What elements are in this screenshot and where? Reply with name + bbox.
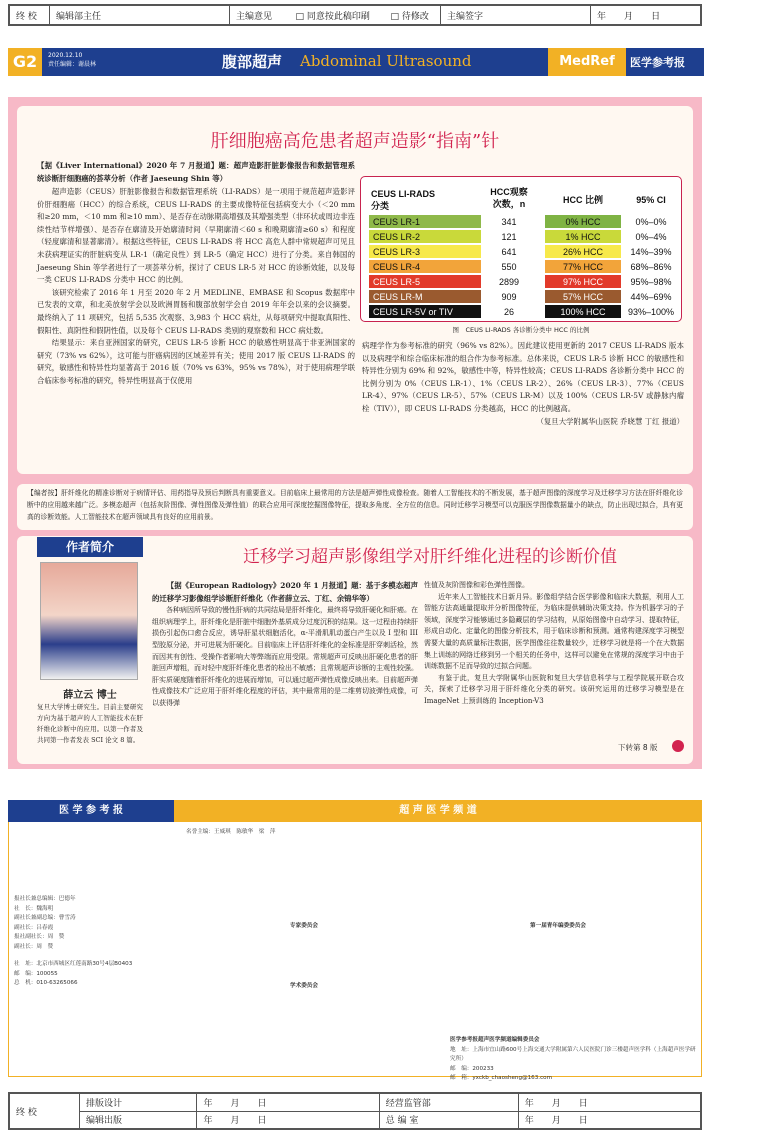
article2-col2 (424, 580, 684, 708)
count-value: 26 (503, 307, 515, 317)
form-date (518, 1111, 700, 1129)
postcode: 邮 编：100055 (14, 970, 58, 977)
hcc-table (360, 176, 682, 322)
staff-line: 副社长：吕春霞 (14, 924, 54, 931)
month: 月 (230, 1116, 240, 1127)
lead: 【据《European Radiology》2020 年 1 月报道】题：基于多模态超声的迁移学习影像组学诊断肝纤维化（作者薛立云、丁红、余锦华等） (152, 581, 418, 603)
expert-committee: 专家委员会 (290, 923, 318, 929)
author-photo (40, 562, 138, 680)
month: 月 (551, 1116, 561, 1127)
year: 年 (524, 1116, 534, 1127)
day: 日 (578, 1116, 588, 1127)
contact-postcode: 邮 编：200233 (450, 1065, 494, 1072)
article1-lead: 【据《Liver International》2020 年 7 月报道】题：超声造影肝脏影像报告和数据管理系统诊断肝细胞癌的荟萃分析（作者 Jaeseung Shin 等） (37, 161, 355, 183)
header-cell: 次数，n (492, 199, 526, 209)
year: 年 (203, 1116, 213, 1127)
form-cell: 排版设计 (80, 1094, 197, 1112)
header-cell: HCC 比例 (563, 195, 603, 205)
credit: （复旦大学附属华山医院 乔晓慧 丁红 报道） (536, 416, 684, 426)
editors-title: 名誉主编：王威琪 陈敏华 梁 萍 (186, 829, 276, 835)
continued-link[interactable]: 下转第 8 版 (618, 743, 658, 752)
article2-title: 迁移学习超声影像组学对肝纤维化进程的诊断价值 (243, 547, 617, 567)
revise-checkbox[interactable]: □ 待修改 (385, 6, 441, 25)
author-bio: 复旦大学博士研究生。目前主要研究方向为基于超声的人工智能技术在肝纤维化诊断中的应用。以第一作者及共同第一作者发表 SCI 论文 8 篇。 (37, 703, 143, 744)
youth-committee: 第一届青年编委委员会 (530, 923, 586, 929)
hcc-table-chart (361, 177, 683, 323)
ci-value: 0%–0% (635, 217, 667, 227)
count-value: 341 (501, 217, 517, 227)
form-cell: 总 编 室 (379, 1111, 518, 1129)
paragraph: 病理学作为参考标准的研究（96% vs 82%）。因此建议使用更新的 2017 CEUS LI-RADS 版本以及病理学和综合临床标准的组合作为参考标准。总体来说，CEUS LR-5 诊断 HCC 的敏感性和特异性分别为 69% 和 92%，敏感性中等，特异性较高；CEUS LI-RADS 各诊断分类中 HCC 的比例分别为 0%（CEUS LR-1）、1%（CEUS LR-2）、26%（CEUS LR-3）、77%（CEUS LR-4）、97%（CEUS LR-5）、57%（CEUS LR-M）以及 100%（CEUS LR-5V 或静脉内瘤栓（TIV）），即 CEUS LI-RADS 分类越高，HCC 的比例越高。 (362, 341, 684, 413)
pct-label: 26% HCC (562, 247, 604, 257)
staff-line: 报社副社长：周 赞 (14, 934, 65, 941)
year: 年 (524, 1098, 534, 1109)
masthead-left-title: 医 学 参 考 报 (8, 800, 174, 822)
section-title-en: Abdominal Ultrasound (300, 52, 472, 70)
paragraph: 超声造影（CEUS）肝脏影像报告和数据管理系统（LI-RADS）是一项用于规范超声造影评价肝细胞癌（HCC）的综合系统，CEUS LI-RADS 的主要成像特征包括病变大小（＜20 mm 和≥20 mm，＜10 mm 和≥10 mm）、是否存在动脉期高增强及其增强类型（非环状或周边非连续性结节样增强）、是否存在廓清及开始廓清时间（早期廓清＜60 s 和晚期廓清≥60 s）和程度（轻度廓清和显著廓清）。根据这些特征，CEUS LI-RADS 将 HCC 高危人群中常规超声可见且未获病理证实的肝脏病变从 LR-1（确定良性）到 LR-5（确定 HCC）进行了分类。来自韩国的 Jaeseung Shin 等学者进行了一项荟萃分析，探讨了 CEUS LR-5 对 HCC 的诊断效能，以及每一类 CEUS LI-RADS 分类中 HCC 的比例。 (37, 187, 355, 285)
masthead-staff (14, 895, 170, 953)
form-date (197, 1111, 379, 1129)
article1-title: 肝细胞癌高危患者超声造影“指南”针 (210, 131, 500, 152)
month: 月 (230, 1098, 240, 1109)
form-cell: 主编签字 (441, 6, 591, 25)
form-cell: 主编意见 (230, 6, 290, 25)
approve-checkbox[interactable]: □ 同意按此稿印刷 (290, 6, 385, 25)
form-cell: 编辑出版 (80, 1111, 197, 1129)
count-value: 641 (501, 247, 517, 257)
section-title: 腹部超声 (222, 53, 283, 71)
contact-title: 医学参考报超声医学频道编辑委员会 (450, 1037, 540, 1043)
pct-label: 0% HCC (565, 217, 601, 227)
paragraph: 该研究检索了 2016 年 1 月至 2020 年 2 月 MEDLINE、EMBASE 和 Scopus 数据库中已发表的文章，和北美放射学会以及欧洲胃肠和腹部放射学会自 2019 年年会以来的会议摘要。最终纳入了 11 项研究，包括 5,535 次观察、3,983 个 HCC 病灶，从每项研究中提取真阳性、假阳性、真阴性和假阴性值，以及每个 CEUS LI-RADS 类别的观察数和 HCC 病灶数。 (37, 287, 355, 335)
category-label: CEUS LR-3 (373, 247, 421, 257)
article2-col1 (152, 580, 418, 710)
header-cell: HCC观察 (490, 187, 528, 197)
paragraph: 有鉴于此，复旦大学附属华山医院和复旦大学信息科学与工程学院展开联合攻关，探索了迁移学习用于肝纤维化分类的研究。该研究运用的迁移学习模型是在 ImageNet 上预训练的 Inception-V3 (424, 673, 684, 705)
paragraph: 近年来人工智能技术日新月异。影像组学结合医学影像和临床大数据，利用人工智能方法高通量提取并分析图像特征，为临床提供辅助决策支持。作为机器学习的子领域，深度学习能够通过多隐藏层的学习结构，从原始图像中自动学习、提取特征，形成自动化、定量化的图像分析技术，用于临床诊断和预测。通常构建深度学习模型需要大量的高质量标注数据，医学图像往往数量较少，迁移学习就是将一个在大数据集上训练的网络迁移到另一个相关的任务中，这样可以避免在常规的深度学习中由于训练数据不足而导致的过拟合问题。 (424, 592, 684, 671)
ci-value: 93%–100% (627, 307, 675, 317)
month: 月 (551, 1098, 561, 1109)
form-cell: 经营监管部 (379, 1094, 518, 1112)
category-label: CEUS LR-5 (373, 277, 421, 287)
year: 年 (203, 1098, 213, 1109)
article1-body-cont (362, 340, 684, 428)
form-date (591, 6, 701, 25)
ci-value: 95%–98% (630, 277, 672, 287)
ci-value: 0%–4% (635, 232, 667, 242)
pct-label: 97% HCC (562, 277, 604, 287)
count-value: 909 (501, 292, 517, 302)
page-number: G2 (8, 48, 42, 76)
brand-name: 医学参考报 (630, 56, 685, 69)
masthead-address (14, 960, 170, 989)
contact-email: 邮 箱：yxckb_chaosheng@163.com (450, 1075, 553, 1082)
count-value: 2899 (498, 277, 520, 287)
form-cell: 终 校 (10, 1094, 80, 1129)
header-date (48, 51, 96, 69)
pct-label: 1% HCC (565, 232, 601, 242)
academic-committee: 学术委员会 (290, 983, 318, 989)
phone: 总 机：010-63265066 (14, 980, 78, 987)
address: 社 址：北京市西城区红莲南路30号4层B0403 (14, 961, 133, 967)
month: 月 (624, 11, 634, 22)
pct-label: 57% HCC (562, 292, 604, 302)
count-value: 121 (501, 232, 517, 242)
day: 日 (578, 1098, 588, 1109)
staff-line: 社 长：魏海明 (14, 905, 54, 912)
form-date (197, 1094, 379, 1112)
category-label: CEUS LR-4 (373, 262, 421, 272)
category-label: CEUS LR-1 (373, 217, 421, 227)
category-label: CEUS LR-2 (373, 232, 421, 242)
ci-value: 44%–69% (630, 292, 672, 302)
pct-label: 100% HCC (560, 307, 606, 317)
contact-block (450, 1036, 696, 1084)
pct-label: 77% HCC (562, 262, 604, 272)
paragraph: 结果显示：来自亚洲国家的研究，CEUS LR-5 诊断 HCC 的敏感性明显高于非亚洲国家的研究（73% vs 62%），这可能与肝癌病因的区域差异有关；使用 2017 版 CEUS LI-RADS 的研究，敏感性和特异性均显著高于 2016 版（70% vs 63%，95% vs 78%），对于使用病理学联合临床参考标准的研究，特异性明显高于仅使用 (37, 338, 355, 385)
bottom-signoff-form (8, 1092, 702, 1130)
staff-line: 副社长：周 赞 (14, 943, 54, 950)
staff-line: 副社长兼副总编：曹雪涛 (14, 915, 76, 922)
category-label: CEUS LR-M (373, 292, 423, 302)
day: 日 (651, 11, 661, 22)
paragraph: 性值及灰阶图像和彩色弹性图像。 (424, 581, 529, 589)
form-cell: 编辑部主任 (50, 6, 230, 25)
top-signoff-form (8, 4, 702, 26)
editors: 责任编辑：谢晨林 (48, 61, 97, 68)
brand-logo: MedRef (548, 48, 626, 76)
year: 年 (597, 11, 607, 22)
header-cell: CEUS LI-RADS (371, 189, 436, 199)
paragraph: 各种病因所导致的慢性肝病的共同结局是肝纤维化，最终将导致肝硬化和肝癌。在组织病理学上，肝纤维化是肝脏中细胞外基质成分过度沉积的结果。这一过程由持续肝损伤引起伤口愈合反应，诱导肝星状细胞活化，α-平滑肌肌动蛋白产生以及 I 型和 III 型胶原分泌，并可进展为肝硬化。目前临床上评估肝纤维化的金标准是肝穿刺活检，然而因其有创性、受操作者影响大等弊端而应用受限。常规超声可反映出肝硬化患者的肝脏回声增粗，而对轻中度肝纤维化患者的检出不敏感；且常规超声诊断的主观性较强。肝实质硬度随着肝纤维化的进展而增加，可以通过超声弹性成像反映出来。目前超声弹性成像技术广泛应用于肝纤维化程度的评估，其中最常用的是二维剪切波弹性成像，可以获得弹 (152, 606, 418, 707)
article1-body (37, 186, 355, 388)
header-cell: 分类 (371, 201, 390, 211)
form-date (518, 1094, 700, 1112)
day: 日 (257, 1098, 267, 1109)
staff-line: 报社长兼总编辑：巴德年 (14, 896, 76, 902)
arrow-right-icon (672, 740, 684, 752)
form-cell: 终 校 (10, 6, 50, 25)
table-caption: 图 CEUS LI-RADS 各诊断分类中 HCC 的比例 (452, 326, 590, 334)
header-cell: 95% CI (636, 195, 666, 205)
date: 2020.12.10 (48, 52, 83, 59)
count-value: 550 (501, 262, 517, 272)
editor-note: 【编者按】肝纤维化的精准诊断对于病情评估、用药指导及预后判断具有重要意义。目前临床上最常用的方法是超声弹性成像检查。随着人工智能技术的不断发展，基于超声图像的深度学习及迁移学习方法在肝纤维化诊断中的应用越来越广泛。多模态超声（包括灰阶图像、弹性图像及弹性值）的联合应用可深度挖掘图像特征，提取多角度、全方位的信息。同时迁移学习模型可以克服医学图像数据量小的缺点，防止出现过拟合，具有更高的诊断效能。人工智能技术在超声领域具有良好的应用前景。 (27, 489, 683, 521)
masthead-right-title: 超 声 医 学 频 道 (174, 800, 702, 822)
category-label: CEUS LR-5V or TIV (373, 307, 453, 317)
ci-value: 14%–39% (630, 247, 672, 257)
ci-value: 68%–86% (630, 262, 672, 272)
day: 日 (257, 1116, 267, 1127)
author-name: 薛立云 博士 (63, 690, 117, 701)
contact-address: 地 址：上海市宜山路600号上海交通大学附属第六人民医院门诊三楼超声医学科（上海超声医学研究所） (450, 1046, 696, 1063)
author-label: 作者简介 (37, 537, 143, 557)
